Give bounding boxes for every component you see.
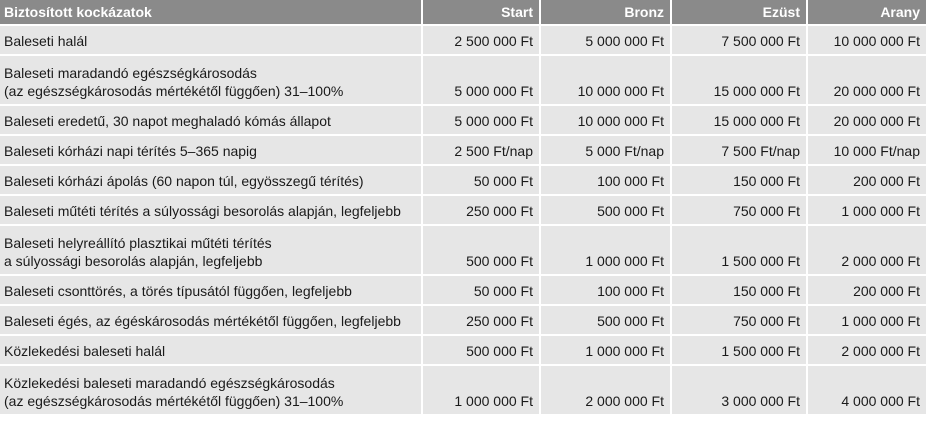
risk-label-line: Baleseti csonttörés, a törés típusától függően, legfeljebb xyxy=(4,283,352,299)
table-row xyxy=(0,275,926,305)
value-arany: 4 000 000 Ft xyxy=(807,365,926,415)
table-row xyxy=(0,365,926,415)
value-ezust: 1 500 000 Ft xyxy=(671,335,807,365)
risk-label xyxy=(0,135,422,165)
value-arany: 20 000 000 Ft xyxy=(807,55,926,105)
value-ezust: 15 000 000 Ft xyxy=(671,105,807,135)
value-bronz: 2 000 000 Ft xyxy=(540,365,671,415)
table-row xyxy=(0,105,926,135)
risk-label-line: a súlyossági besorolás alapján, legfeljebb xyxy=(4,253,263,269)
table-body xyxy=(0,25,926,415)
value-start: 5 000 000 Ft xyxy=(422,55,540,105)
value-arany: 2 000 000 Ft xyxy=(807,225,926,275)
risk-label-line: Baleseti kórházi napi térítés 5–365 napig xyxy=(4,143,257,159)
table-row xyxy=(0,25,926,55)
value-ezust: 3 000 000 Ft xyxy=(671,365,807,415)
table-row xyxy=(0,305,926,335)
risk-label-line: Baleseti műtéti térítés a súlyossági besorolás alapján, legfeljebb xyxy=(4,203,401,219)
value-ezust: 150 000 Ft xyxy=(671,275,807,305)
value-arany: 20 000 000 Ft xyxy=(807,105,926,135)
value-arany: 200 000 Ft xyxy=(807,165,926,195)
value-ezust: 7 500 000 Ft xyxy=(671,25,807,55)
risk-label-line: Baleseti maradandó egészségkárosodás xyxy=(4,65,257,81)
value-start: 2 500 000 Ft xyxy=(422,25,540,55)
header-arany: Arany xyxy=(807,0,926,25)
value-bronz: 100 000 Ft xyxy=(540,275,671,305)
value-start: 1 000 000 Ft xyxy=(422,365,540,415)
value-start: 500 000 Ft xyxy=(422,335,540,365)
risk-label xyxy=(0,195,422,225)
header-ezust: Ezüst xyxy=(671,0,807,25)
value-ezust: 15 000 000 Ft xyxy=(671,55,807,105)
risk-label-line: Baleseti halál xyxy=(4,33,88,49)
value-bronz: 100 000 Ft xyxy=(540,165,671,195)
risk-label xyxy=(0,305,422,335)
value-bronz: 1 000 000 Ft xyxy=(540,335,671,365)
table-row xyxy=(0,335,926,365)
risk-label-line: (az egészségkárosodás mértékétől függően) 31–100% xyxy=(4,83,344,99)
risk-label xyxy=(0,105,422,135)
value-start: 2 500 Ft/nap xyxy=(422,135,540,165)
value-arany: 200 000 Ft xyxy=(807,275,926,305)
value-bronz: 5 000 Ft/nap xyxy=(540,135,671,165)
risk-label-line: Baleseti égés, az égéskárosodás mértékétől függően, legfeljebb xyxy=(4,313,401,329)
header-bronz: Bronz xyxy=(540,0,671,25)
risk-label xyxy=(0,165,422,195)
table-row xyxy=(0,195,926,225)
value-start: 500 000 Ft xyxy=(422,225,540,275)
value-arany: 1 000 000 Ft xyxy=(807,195,926,225)
value-ezust: 1 500 000 Ft xyxy=(671,225,807,275)
value-bronz: 5 000 000 Ft xyxy=(540,25,671,55)
value-ezust: 750 000 Ft xyxy=(671,195,807,225)
risk-label-line: Közlekedési baleseti halál xyxy=(4,343,166,359)
table-row xyxy=(0,165,926,195)
value-arany: 1 000 000 Ft xyxy=(807,305,926,335)
value-ezust: 750 000 Ft xyxy=(671,305,807,335)
value-ezust: 7 500 Ft/nap xyxy=(671,135,807,165)
risk-label-line: (az egészségkárosodás mértékétől függően) 31–100% xyxy=(4,393,344,409)
risk-label xyxy=(0,275,422,305)
table-row xyxy=(0,225,926,275)
risk-label xyxy=(0,335,422,365)
risk-label xyxy=(0,365,422,415)
value-ezust: 150 000 Ft xyxy=(671,165,807,195)
value-start: 50 000 Ft xyxy=(422,165,540,195)
value-arany: 2 000 000 Ft xyxy=(807,335,926,365)
value-start: 250 000 Ft xyxy=(422,195,540,225)
header-risks: Biztosított kockázatok xyxy=(0,0,422,25)
value-bronz: 10 000 000 Ft xyxy=(540,55,671,105)
value-start: 50 000 Ft xyxy=(422,275,540,305)
value-arany: 10 000 Ft/nap xyxy=(807,135,926,165)
value-start: 250 000 Ft xyxy=(422,305,540,335)
value-arany: 10 000 000 Ft xyxy=(807,25,926,55)
table-row xyxy=(0,135,926,165)
value-start: 5 000 000 Ft xyxy=(422,105,540,135)
risk-label-line: Baleseti kórházi ápolás (60 napon túl, egyösszegű térítés) xyxy=(4,173,364,189)
risk-label xyxy=(0,55,422,105)
risk-label-line: Közlekedési baleseti maradandó egészségkárosodás xyxy=(4,375,335,391)
value-bronz: 1 000 000 Ft xyxy=(540,225,671,275)
risk-label-line: Baleseti helyreállító plasztikai műtéti térítés xyxy=(4,235,272,251)
header-start: Start xyxy=(422,0,540,25)
risk-label-line: Baleseti eredetű, 30 napot meghaladó kómás állapot xyxy=(4,113,331,129)
risk-label xyxy=(0,25,422,55)
risk-label xyxy=(0,225,422,275)
table-header-row xyxy=(0,0,926,25)
value-bronz: 10 000 000 Ft xyxy=(540,105,671,135)
table-row xyxy=(0,55,926,105)
value-bronz: 500 000 Ft xyxy=(540,305,671,335)
value-bronz: 500 000 Ft xyxy=(540,195,671,225)
